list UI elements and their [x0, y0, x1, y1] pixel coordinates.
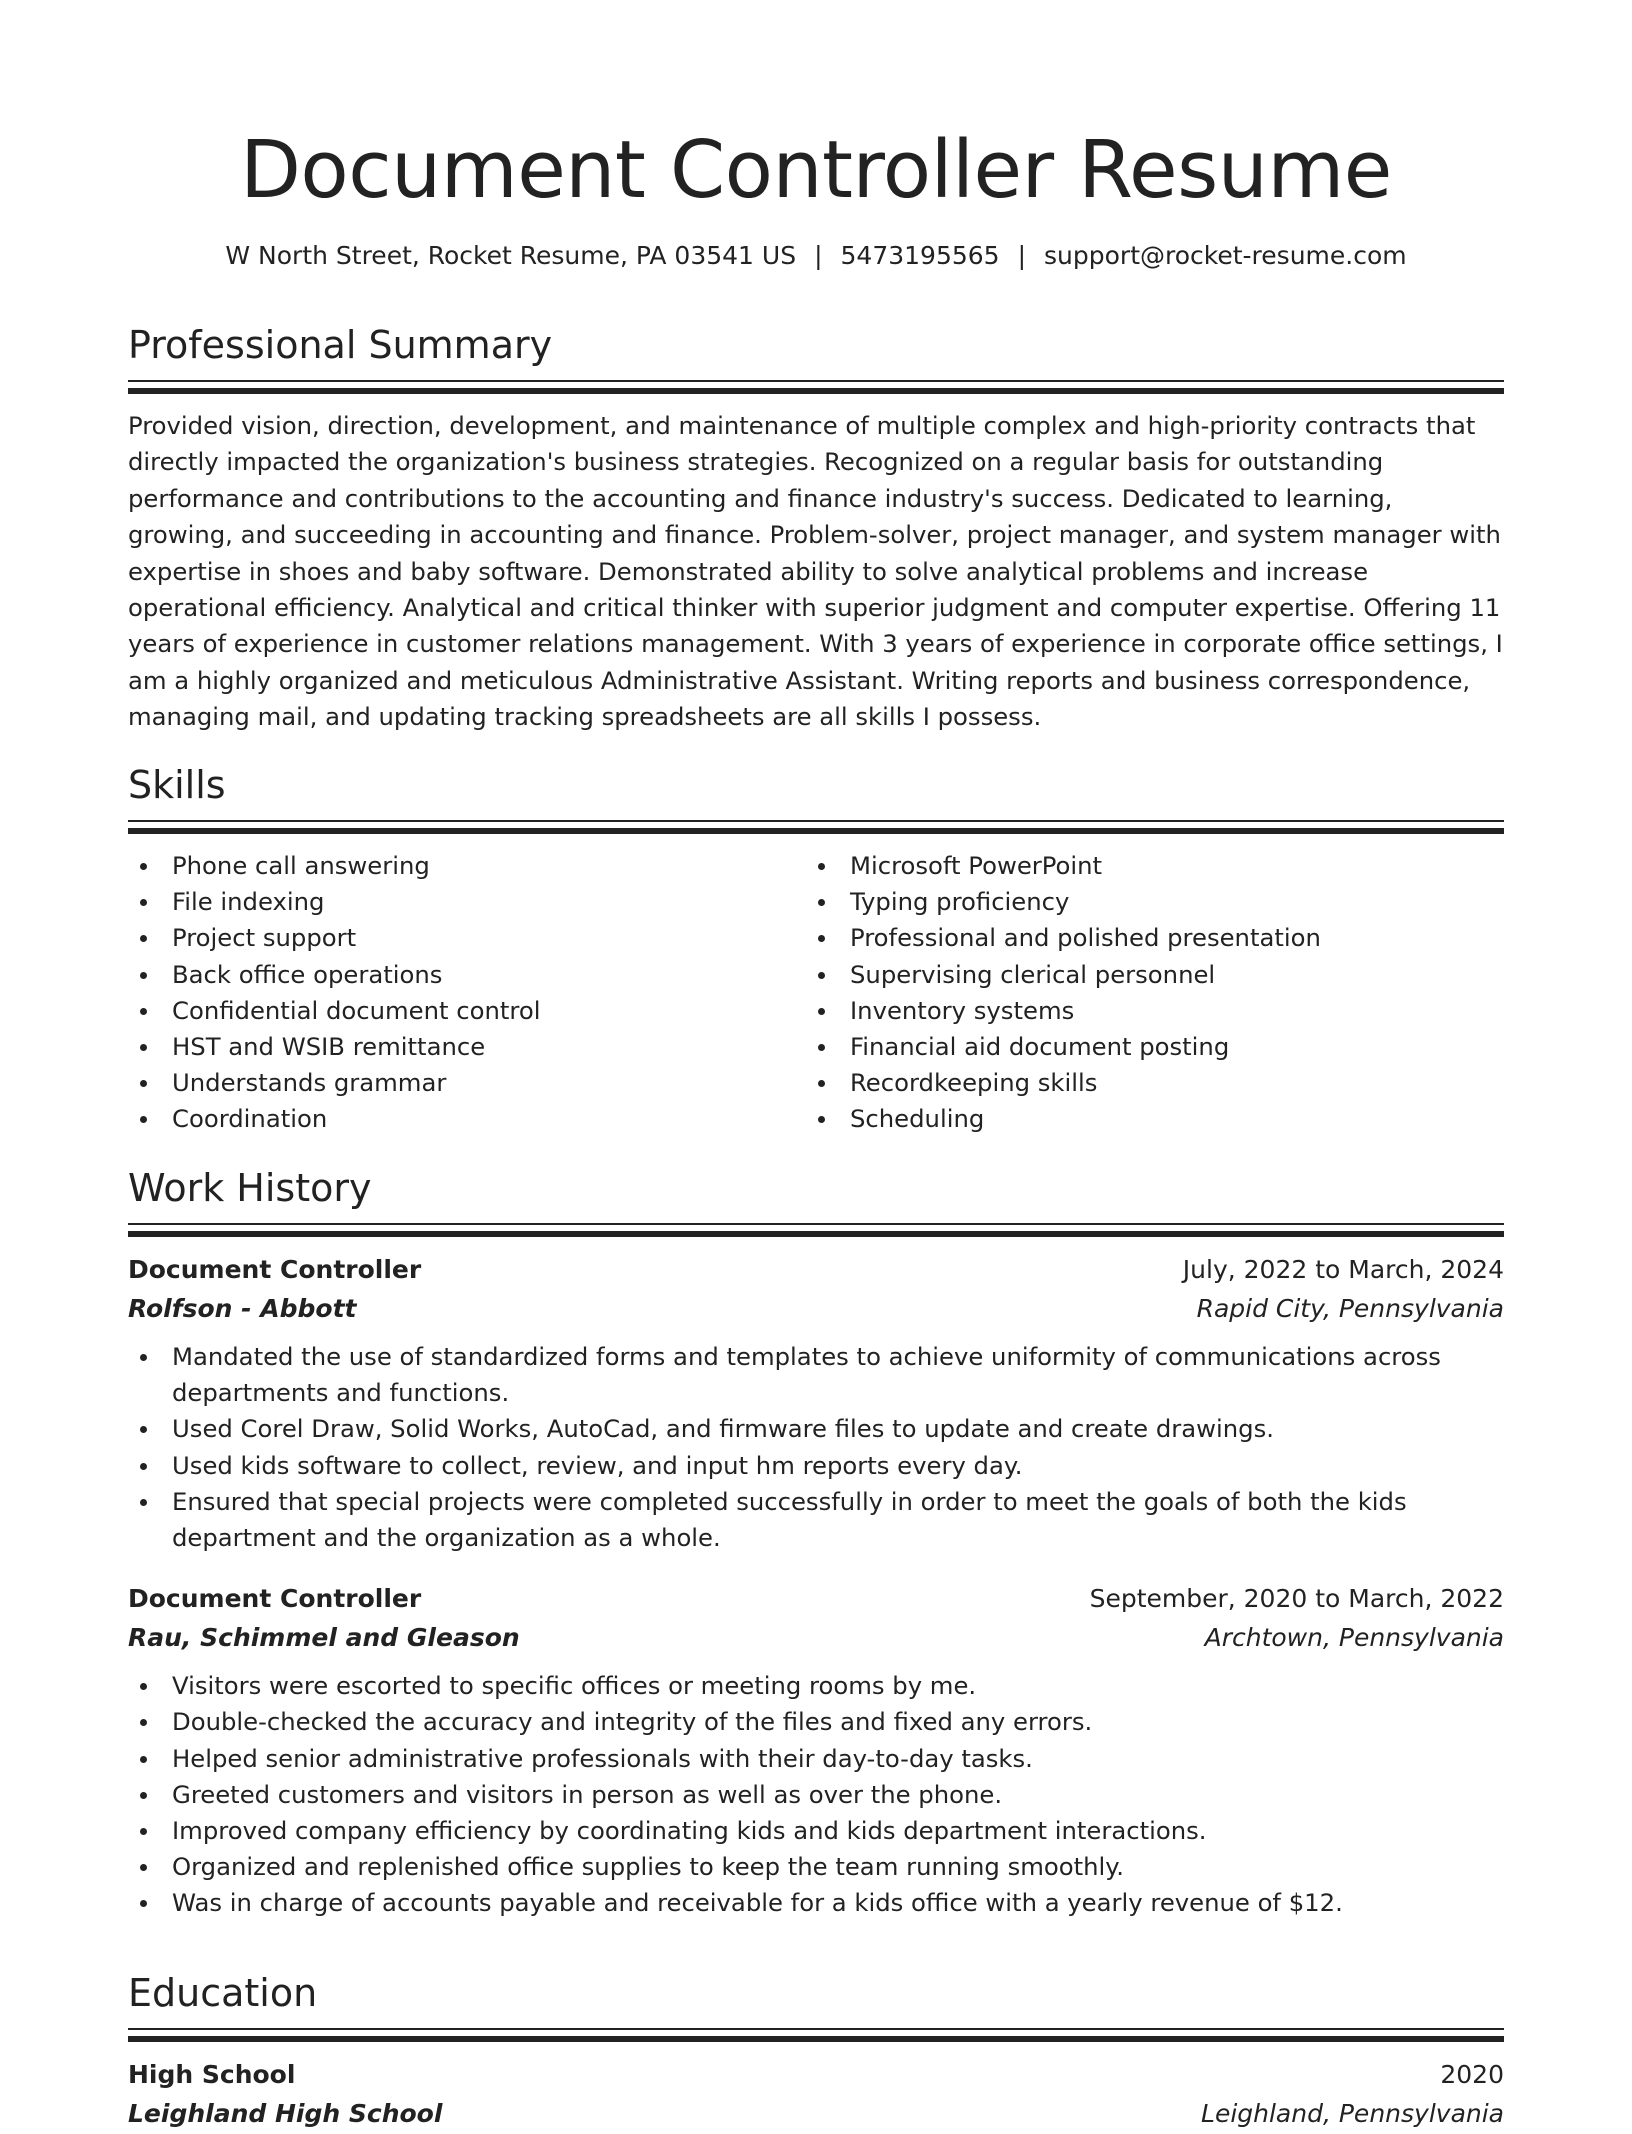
skill-item: File indexing	[172, 884, 806, 920]
skill-item: Microsoft PowerPoint	[850, 848, 1484, 884]
job-bullet: Mandated the use of standardized forms and templates to achieve uniformity of communications across departments and functions.	[172, 1339, 1504, 1411]
skill-item: Scheduling	[850, 1101, 1484, 1137]
skill-item: Typing proficiency	[850, 884, 1484, 920]
section-divider	[128, 2028, 1504, 2042]
section-divider	[128, 820, 1504, 834]
job-company: Rolfson - Abbott	[128, 1294, 357, 1323]
skill-item: Recordkeeping skills	[850, 1065, 1484, 1101]
contact-separator: |	[1017, 241, 1027, 270]
skill-item: Confidential document control	[172, 993, 806, 1029]
skills-grid	[128, 848, 1504, 1138]
summary-section	[128, 320, 1504, 736]
skill-item: Phone call answering	[172, 848, 806, 884]
job-bullet: Ensured that special projects were completed successfully in order to meet the goals of both the kids department and the organization as a whole.	[172, 1484, 1504, 1556]
job-title: Document Controller	[128, 1584, 422, 1614]
job-location: Rapid City, Pennsylvania	[1196, 1294, 1504, 1323]
education-section	[128, 1968, 1504, 2134]
job-title: Document Controller	[128, 1255, 422, 1284]
contact-address: W North Street, Rocket Resume, PA 03541 US	[225, 241, 797, 270]
education-year: 2020	[1440, 2060, 1504, 2089]
skills-list-right	[806, 848, 1484, 1138]
job-bullet: Was in charge of accounts payable and receivable for a kids office with a yearly revenue of $12.	[172, 1885, 1504, 1921]
job-bullet: Organized and replenished office supplies to keep the team running smoothly.	[172, 1849, 1504, 1885]
education-location: Leighland, Pennsylvania	[1201, 2099, 1504, 2128]
education-degree: High School	[128, 2060, 296, 2089]
job-bullets	[128, 1668, 1504, 1921]
skill-item: Inventory systems	[850, 993, 1484, 1029]
summary-text: Provided vision, direction, development, and maintenance of multiple complex and high-priority contracts that directly impacted the organization's business strategies. Recognized on a regular basis for outstanding performance and contributions to the accounting and finance industry's success. Dedicated to learning, growing, and succeeding in accounting and finance. Problem-solver, project manager, and system manager with expertise in shoes and baby software. Demonstrated ability to solve analytical problems and increase operational efficiency. Analytical and critical thinker with superior judgment and computer expertise. Offering 11 years of experience in customer relations management. With 3 years of experience in corporate office settings, I am a highly organized and meticulous Administrative Assistant. Writing reports and business correspondence, managing mail, and updating tracking spreadsheets are all skills I possess.	[128, 411, 1503, 732]
work-heading: Work History	[128, 1166, 372, 1210]
contact-phone: 5473195565	[840, 241, 1000, 270]
education-school: Leighland High School	[128, 2099, 443, 2128]
skill-item: Back office operations	[172, 957, 806, 993]
job-bullets	[128, 1339, 1504, 1556]
job-entry	[128, 1251, 1504, 1556]
job-location: Archtown, Pennsylvania	[1204, 1623, 1504, 1653]
job-bullet: Used kids software to collect, review, and input hm reports every day.	[172, 1448, 1504, 1484]
contact-line	[128, 238, 1504, 274]
skill-item: Project support	[172, 920, 806, 956]
skills-heading: Skills	[128, 763, 226, 807]
job-subheader	[128, 1289, 1504, 1329]
job-bullet: Improved company efficiency by coordinating kids and kids department interactions.	[172, 1813, 1504, 1849]
job-header	[128, 1580, 1504, 1618]
job-dates: September, 2020 to March, 2022	[1089, 1584, 1504, 1614]
skills-section	[128, 760, 1504, 1138]
section-divider	[128, 1223, 1504, 1237]
contact-separator: |	[814, 241, 823, 270]
work-section	[128, 1163, 1504, 1922]
skill-item: Understands grammar	[172, 1065, 806, 1101]
job-bullet: Used Corel Draw, Solid Works, AutoCad, and firmware files to update and create drawings.	[172, 1411, 1504, 1447]
resume-title: Document Controller Resume	[240, 124, 1392, 216]
job-bullet: Double-checked the accuracy and integrity of the files and fixed any errors.	[172, 1704, 1504, 1740]
skills-list-left	[128, 848, 806, 1138]
summary-heading: Professional Summary	[128, 323, 553, 367]
job-company: Rau, Schimmel and Gleason	[128, 1623, 520, 1653]
skill-item: Professional and polished presentation	[850, 920, 1484, 956]
job-bullet: Visitors were escorted to specific offices or meeting rooms by me.	[172, 1668, 1504, 1704]
job-bullet: Helped senior administrative professionals with their day-to-day tasks.	[172, 1741, 1504, 1777]
skill-item: Coordination	[172, 1101, 806, 1137]
education-subheader	[128, 2094, 1504, 2134]
education-heading: Education	[128, 1971, 318, 2015]
section-divider	[128, 380, 1504, 394]
job-dates: July, 2022 to March, 2024	[1182, 1255, 1504, 1284]
job-header	[128, 1251, 1504, 1289]
skill-item: Supervising clerical personnel	[850, 957, 1484, 993]
contact-email: support@rocket-resume.com	[1044, 241, 1407, 270]
job-subheader	[128, 1618, 1504, 1658]
skill-item: Financial aid document posting	[850, 1029, 1484, 1065]
skill-item: HST and WSIB remittance	[172, 1029, 806, 1065]
education-header	[128, 2056, 1504, 2094]
job-entry	[128, 1580, 1504, 1921]
job-bullet: Greeted customers and visitors in person as well as over the phone.	[172, 1777, 1504, 1813]
